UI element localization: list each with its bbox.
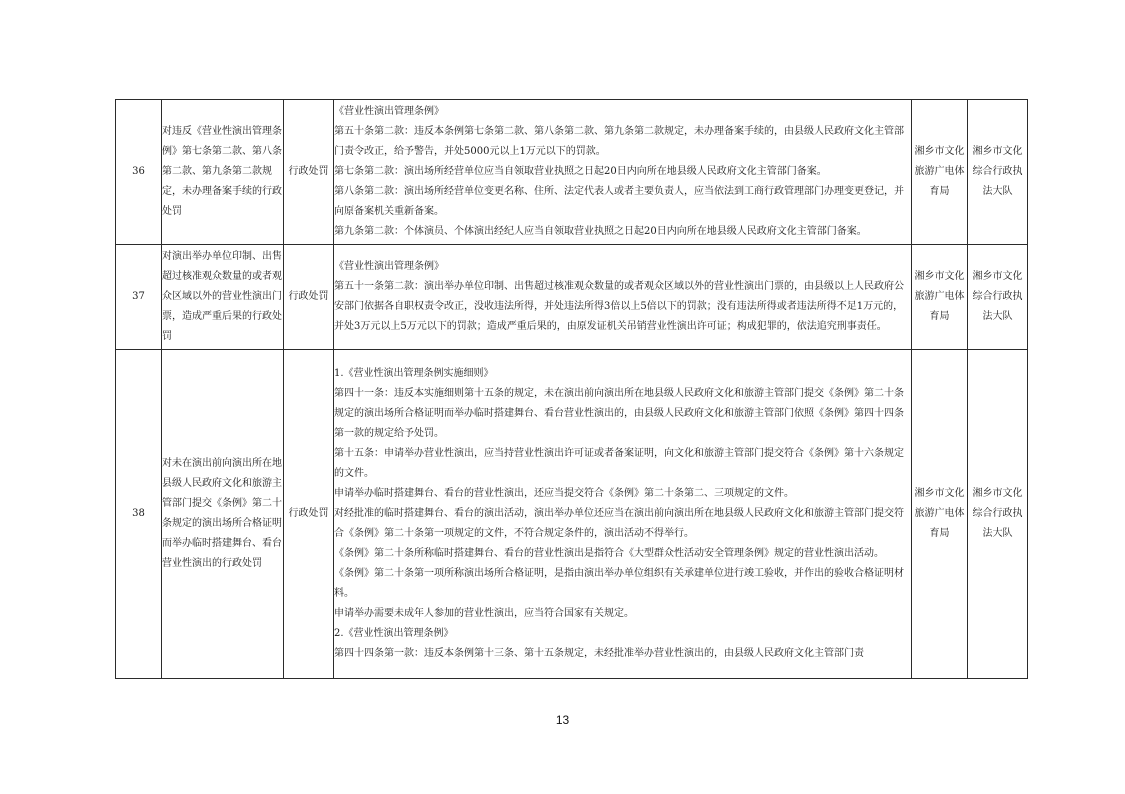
legal-basis-line: 申请举办需要未成年人参加的营业性演出，应当符合国家有关规定。 [334,608,634,619]
legal-basis-line: 2.《营业性演出管理条例》 [334,628,454,639]
legal-basis-line: 《条例》第二十条所称临时搭建舞台、看台的营业性演出是指符合《大型群众性活动安全管理条例》规定的营业性演出活动。 [334,548,884,559]
legal-basis-line: 第五十条第二款：违反本条例第七条第二款、第八条第二款、第九条第二款规定，未办理备案手续的，由县级人民政府文化主管部门责令改正，给予警告，并处5000元以上1万元以下的罚款。 [334,126,904,157]
item-name: 对演出举办单位印制、出售超过核准观众数量的或者观众区域以外的营业性演出门票，造成严重后果的行政处罚 [162,245,284,350]
item-type: 行政处罚 [284,350,334,679]
item-number: 36 [116,100,162,245]
enforcement-items-table [115,99,1028,679]
item-name: 对未在演出前向演出所在地县级人民政府文化和旅游主管部门提交《条例》第二十条规定的演出场所合格证明而举办临时搭建舞台、看台营业性演出的行政处罚 [162,350,284,679]
enforcement-unit: 湘乡市文化综合行政执法大队 [968,350,1028,679]
legal-basis-line: 《条例》第二十条第一项所称演出场所合格证明，是指由演出举办单位组织有关承建单位进行竣工验收，并作出的验收合格证明材料。 [334,568,904,599]
item-name: 对违反《营业性演出管理条例》第七条第二款、第八条第二款、第九条第二款规定，未办理备案手续的行政处罚 [162,100,284,245]
page-number: 13 [555,713,570,727]
responsible-department: 湘乡市文化旅游广电体育局 [912,100,968,245]
legal-basis-line: 第七条第二款：演出场所经营单位应当自领取营业执照之日起20日内向所在地县级人民政府文化主管部门备案。 [334,166,827,177]
table-body [116,100,1028,679]
item-number: 38 [116,350,162,679]
legal-basis-line: 《营业性演出管理条例》 [334,106,444,117]
item-type: 行政处罚 [284,245,334,350]
legal-basis-line: 第八条第二款：演出场所经营单位变更名称、住所、法定代表人或者主要负责人，应当依法到工商行政管理部门办理变更登记，并向原备案机关重新备案。 [334,186,904,217]
table-row [116,245,1028,350]
table-row [116,350,1028,679]
item-type: 行政处罚 [284,100,334,245]
legal-basis-line: 1.《营业性演出管理条例实施细则》 [334,368,494,379]
legal-basis [334,100,912,245]
legal-basis-line: 第四十一条：违反本实施细则第十五条的规定，未在演出前向演出所在地县级人民政府文化和旅游主管部门提交《条例》第二十条规定的演出场所合格证明而举办临时搭建舞台、看台营业性演出的，由县级人民政府文化和旅游主管部门依照《条例》第四十四条第一款的规定给予处罚。 [334,388,904,439]
legal-basis-line: 第九条第二款：个体演员、个体演出经纪人应当自领取营业执照之日起20日内向所在地县级人民政府文化主管部门备案。 [334,226,867,237]
legal-basis-line: 《营业性演出管理条例》 [334,261,444,272]
legal-basis-line: 第四十四条第一款：违反本条例第十三条、第十五条规定，未经批准举办营业性演出的，由县级人民政府文化主管部门责 [334,648,864,659]
legal-basis [334,350,912,679]
legal-basis-line: 对经批准的临时搭建舞台、看台的演出活动，演出举办单位还应当在演出前向演出所在地县级人民政府文化和旅游主管部门提交符合《条例》第二十条第一项规定的文件，不符合规定条件的，演出活动不得举行。 [334,508,904,539]
responsible-department: 湘乡市文化旅游广电体育局 [912,245,968,350]
legal-basis-line: 第五十一条第二款：演出举办单位印制、出售超过核准观众数量的或者观众区域以外的营业性演出门票的，由县级以上人民政府公安部门依据各自职权责令改正，没收违法所得，并处违法所得3倍以上5倍以下的罚款；没有违法所得或者违法所得不足1万元的，并处3万元以上5万元以下的罚款；造成严重后果的，由原发证机关吊销营业性演出许可证；构成犯罪的，依法追究刑事责任。 [334,281,904,332]
legal-basis-line: 第十五条：申请举办营业性演出，应当持营业性演出许可证或者备案证明，向文化和旅游主管部门提交符合《条例》第十六条规定的文件。 [334,448,904,479]
responsible-department: 湘乡市文化旅游广电体育局 [912,350,968,679]
table-row [116,100,1028,245]
item-number: 37 [116,245,162,350]
enforcement-unit: 湘乡市文化综合行政执法大队 [968,245,1028,350]
legal-basis [334,245,912,350]
enforcement-unit: 湘乡市文化综合行政执法大队 [968,100,1028,245]
legal-basis-line: 申请举办临时搭建舞台、看台的营业性演出，还应当提交符合《条例》第二十条第二、三项规定的文件。 [334,488,794,499]
